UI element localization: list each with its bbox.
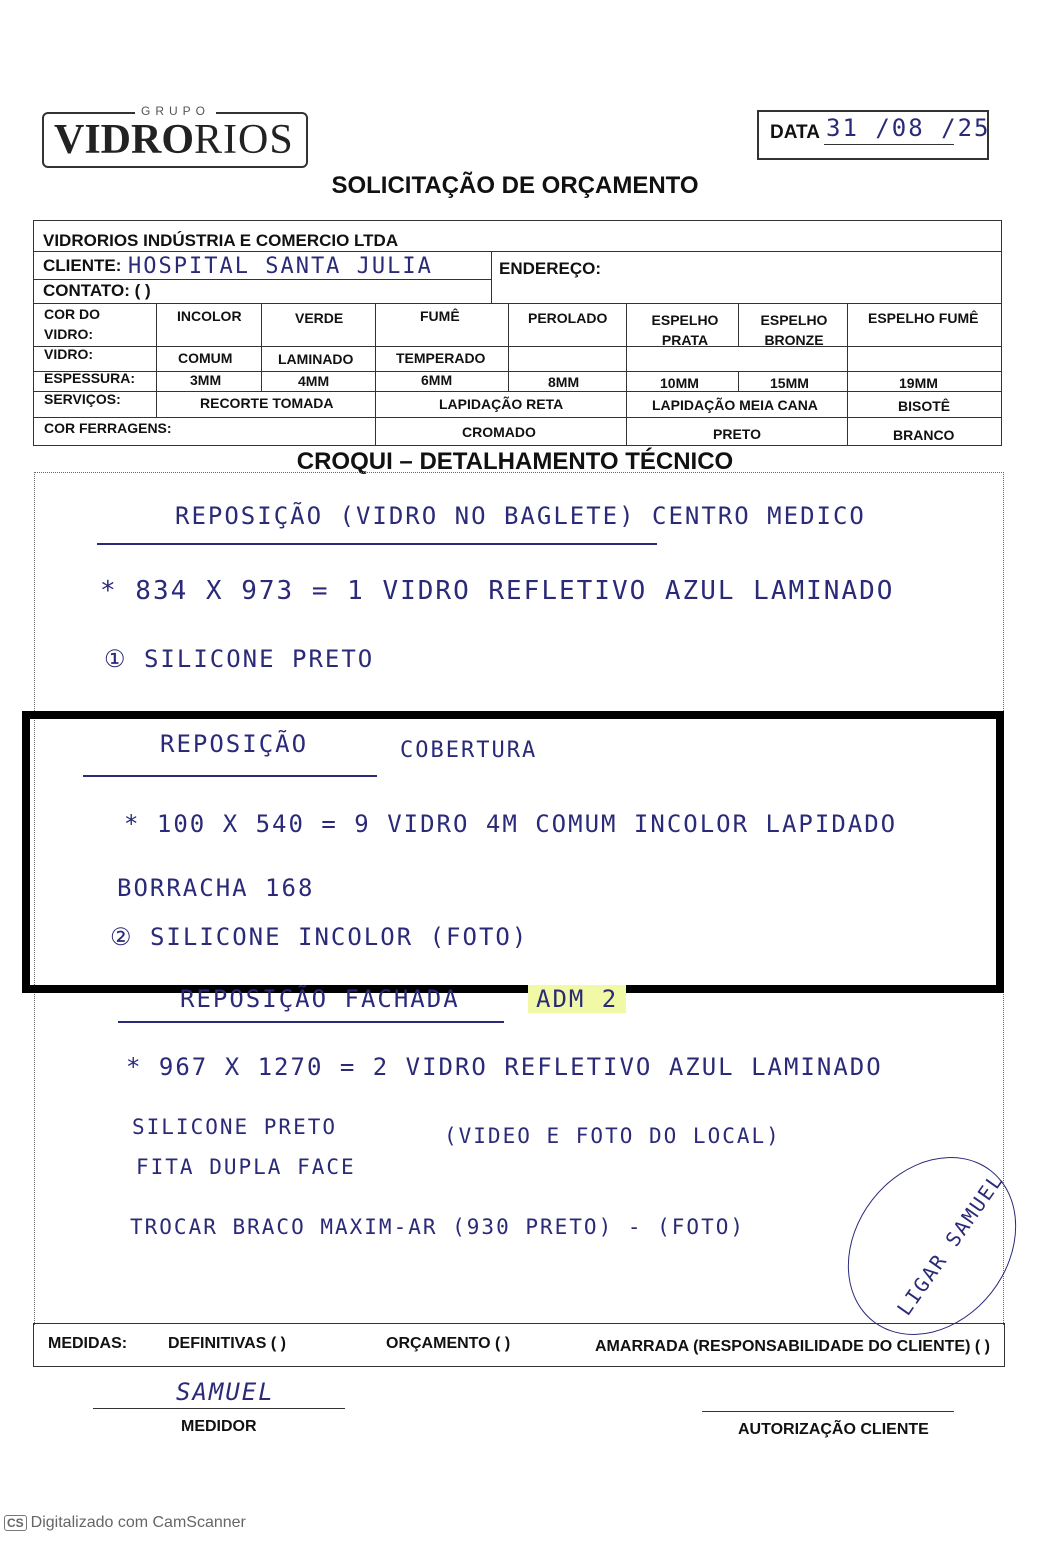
cor-option-fume: FUMÊ <box>420 308 460 324</box>
section2-underline <box>83 775 377 777</box>
medidas-orcamento: ORÇAMENTO ( ) <box>386 1335 511 1352</box>
section2-line2: BORRACHA 168 <box>117 874 315 902</box>
espessura-10mm: 10MM <box>660 375 699 391</box>
vidro-option-laminado: LAMINADO <box>278 351 354 367</box>
vidro-option-temperado: TEMPERADO <box>396 350 486 366</box>
cor-do-vidro-label: COR DO VIDRO: <box>44 306 100 342</box>
vidro-option-comum: COMUM <box>178 350 233 366</box>
section3-line2-right: (VIDEO E FOTO DO LOCAL) <box>444 1124 781 1148</box>
section3-heading: REPOSIÇÃO FACHADA <box>180 985 460 1013</box>
page-title: SOLICITAÇÃO DE ORÇAMENTO <box>331 172 699 199</box>
ferragem-cromado: CROMADO <box>462 424 536 440</box>
espessura-label: ESPESSURA: <box>44 370 136 386</box>
date-label: DATA <box>770 122 820 143</box>
medidas-label: MEDIDAS: <box>48 1335 128 1352</box>
autorizacao-label: AUTORIZAÇÃO CLIENTE <box>738 1421 929 1438</box>
section2-line3: ② SILICONE INCOLOR (FOTO) <box>110 923 529 951</box>
section1-line2: ① SILICONE PRETO <box>104 645 375 673</box>
espessura-3mm: 3MM <box>190 372 222 388</box>
cor-option-incolor: INCOLOR <box>177 308 242 324</box>
section1-underline <box>97 543 657 545</box>
espessura-19mm: 19MM <box>899 375 938 391</box>
side-note: LIGAR SAMUEL <box>892 1168 1009 1320</box>
date-underline <box>824 144 954 145</box>
espessura-4mm: 4MM <box>298 373 330 389</box>
logo-brand-bold: VIDRO <box>54 117 195 163</box>
logo-brand-light: RIOS <box>194 117 294 163</box>
company-name: VIDRORIOS INDÚSTRIA E COMERCIO LTDA <box>43 231 399 250</box>
servicos-label: SERVIÇOS: <box>44 391 121 407</box>
medidas-amarrada: AMARRADA (RESPONSABILIDADE DO CLIENTE) ( ) <box>595 1338 990 1355</box>
cliente-value: HOSPITAL SANTA JULIA <box>128 254 433 279</box>
logo <box>54 116 294 164</box>
section3-line4: TROCAR BRACO MAXIM-AR (930 PRETO) - (FOTO) <box>130 1215 746 1239</box>
section2-heading: REPOSIÇÃO <box>160 730 309 758</box>
servico-recorte-tomada: RECORTE TOMADA <box>200 395 334 411</box>
camscanner-icon: CS <box>4 1515 27 1531</box>
espessura-15mm: 15MM <box>770 375 809 391</box>
cor-option-espelho-bronze: ESPELHO BRONZE <box>760 312 828 348</box>
camscanner-text: Digitalizado com CamScanner <box>30 1514 246 1531</box>
section2-heading-right: COBERTURA <box>400 738 538 763</box>
autorizacao-signature-line <box>702 1411 954 1412</box>
logo-grupo-text: GRUPO <box>135 104 216 118</box>
date-value: 31 /08 /25 <box>826 114 991 142</box>
medidor-signature: SAMUEL <box>176 1378 275 1406</box>
section1-line1: * 834 X 973 = 1 VIDRO REFLETIVO AZUL LAMINADO <box>100 576 895 606</box>
ferragens-label: COR FERRAGENS: <box>44 420 172 436</box>
section3-line3: FITA DUPLA FACE <box>136 1155 356 1179</box>
ferragem-branco: BRANCO <box>893 427 955 443</box>
servico-lapidacao-meia-cana: LAPIDAÇÃO MEIA CANA <box>652 397 818 413</box>
cor-option-perolado: PEROLADO <box>528 310 608 326</box>
medidor-label: MEDIDOR <box>181 1418 257 1435</box>
cor-option-verde: VERDE <box>295 310 344 326</box>
espessura-6mm: 6MM <box>421 372 453 388</box>
servico-lapidacao-reta: LAPIDAÇÃO RETA <box>439 396 564 412</box>
ferragem-preto: PRETO <box>713 426 761 442</box>
croqui-title: CROQUI – DETALHAMENTO TÉCNICO <box>296 448 734 475</box>
section3-underline <box>118 1021 504 1023</box>
cor-option-espelho-fume: ESPELHO FUMÊ <box>868 310 979 326</box>
section3-line2: SILICONE PRETO <box>132 1115 338 1139</box>
medidor-signature-line <box>93 1408 345 1409</box>
cor-option-espelho-prata: ESPELHO PRATA <box>651 312 719 348</box>
camscanner-footer <box>4 1514 246 1532</box>
servico-bisote: BISOTÊ <box>898 398 951 414</box>
contato-label: CONTATO: ( ) <box>43 281 151 300</box>
section3-tag: ADM 2 <box>528 985 626 1013</box>
section1-heading: REPOSIÇÃO (VIDRO NO BAGLETE) CENTRO MEDICO <box>175 502 866 530</box>
section2-line1: * 100 X 540 = 9 VIDRO 4M COMUM INCOLOR LAPIDADO <box>124 810 898 838</box>
cliente-label: CLIENTE: <box>43 256 122 275</box>
endereco-label: ENDEREÇO: <box>499 259 602 278</box>
espessura-8mm: 8MM <box>548 374 580 390</box>
section3-line1: * 967 X 1270 = 2 VIDRO REFLETIVO AZUL LAMINADO <box>126 1053 883 1081</box>
vidro-label: VIDRO: <box>44 346 93 362</box>
medidas-definitivas: DEFINITIVAS ( ) <box>168 1335 286 1352</box>
